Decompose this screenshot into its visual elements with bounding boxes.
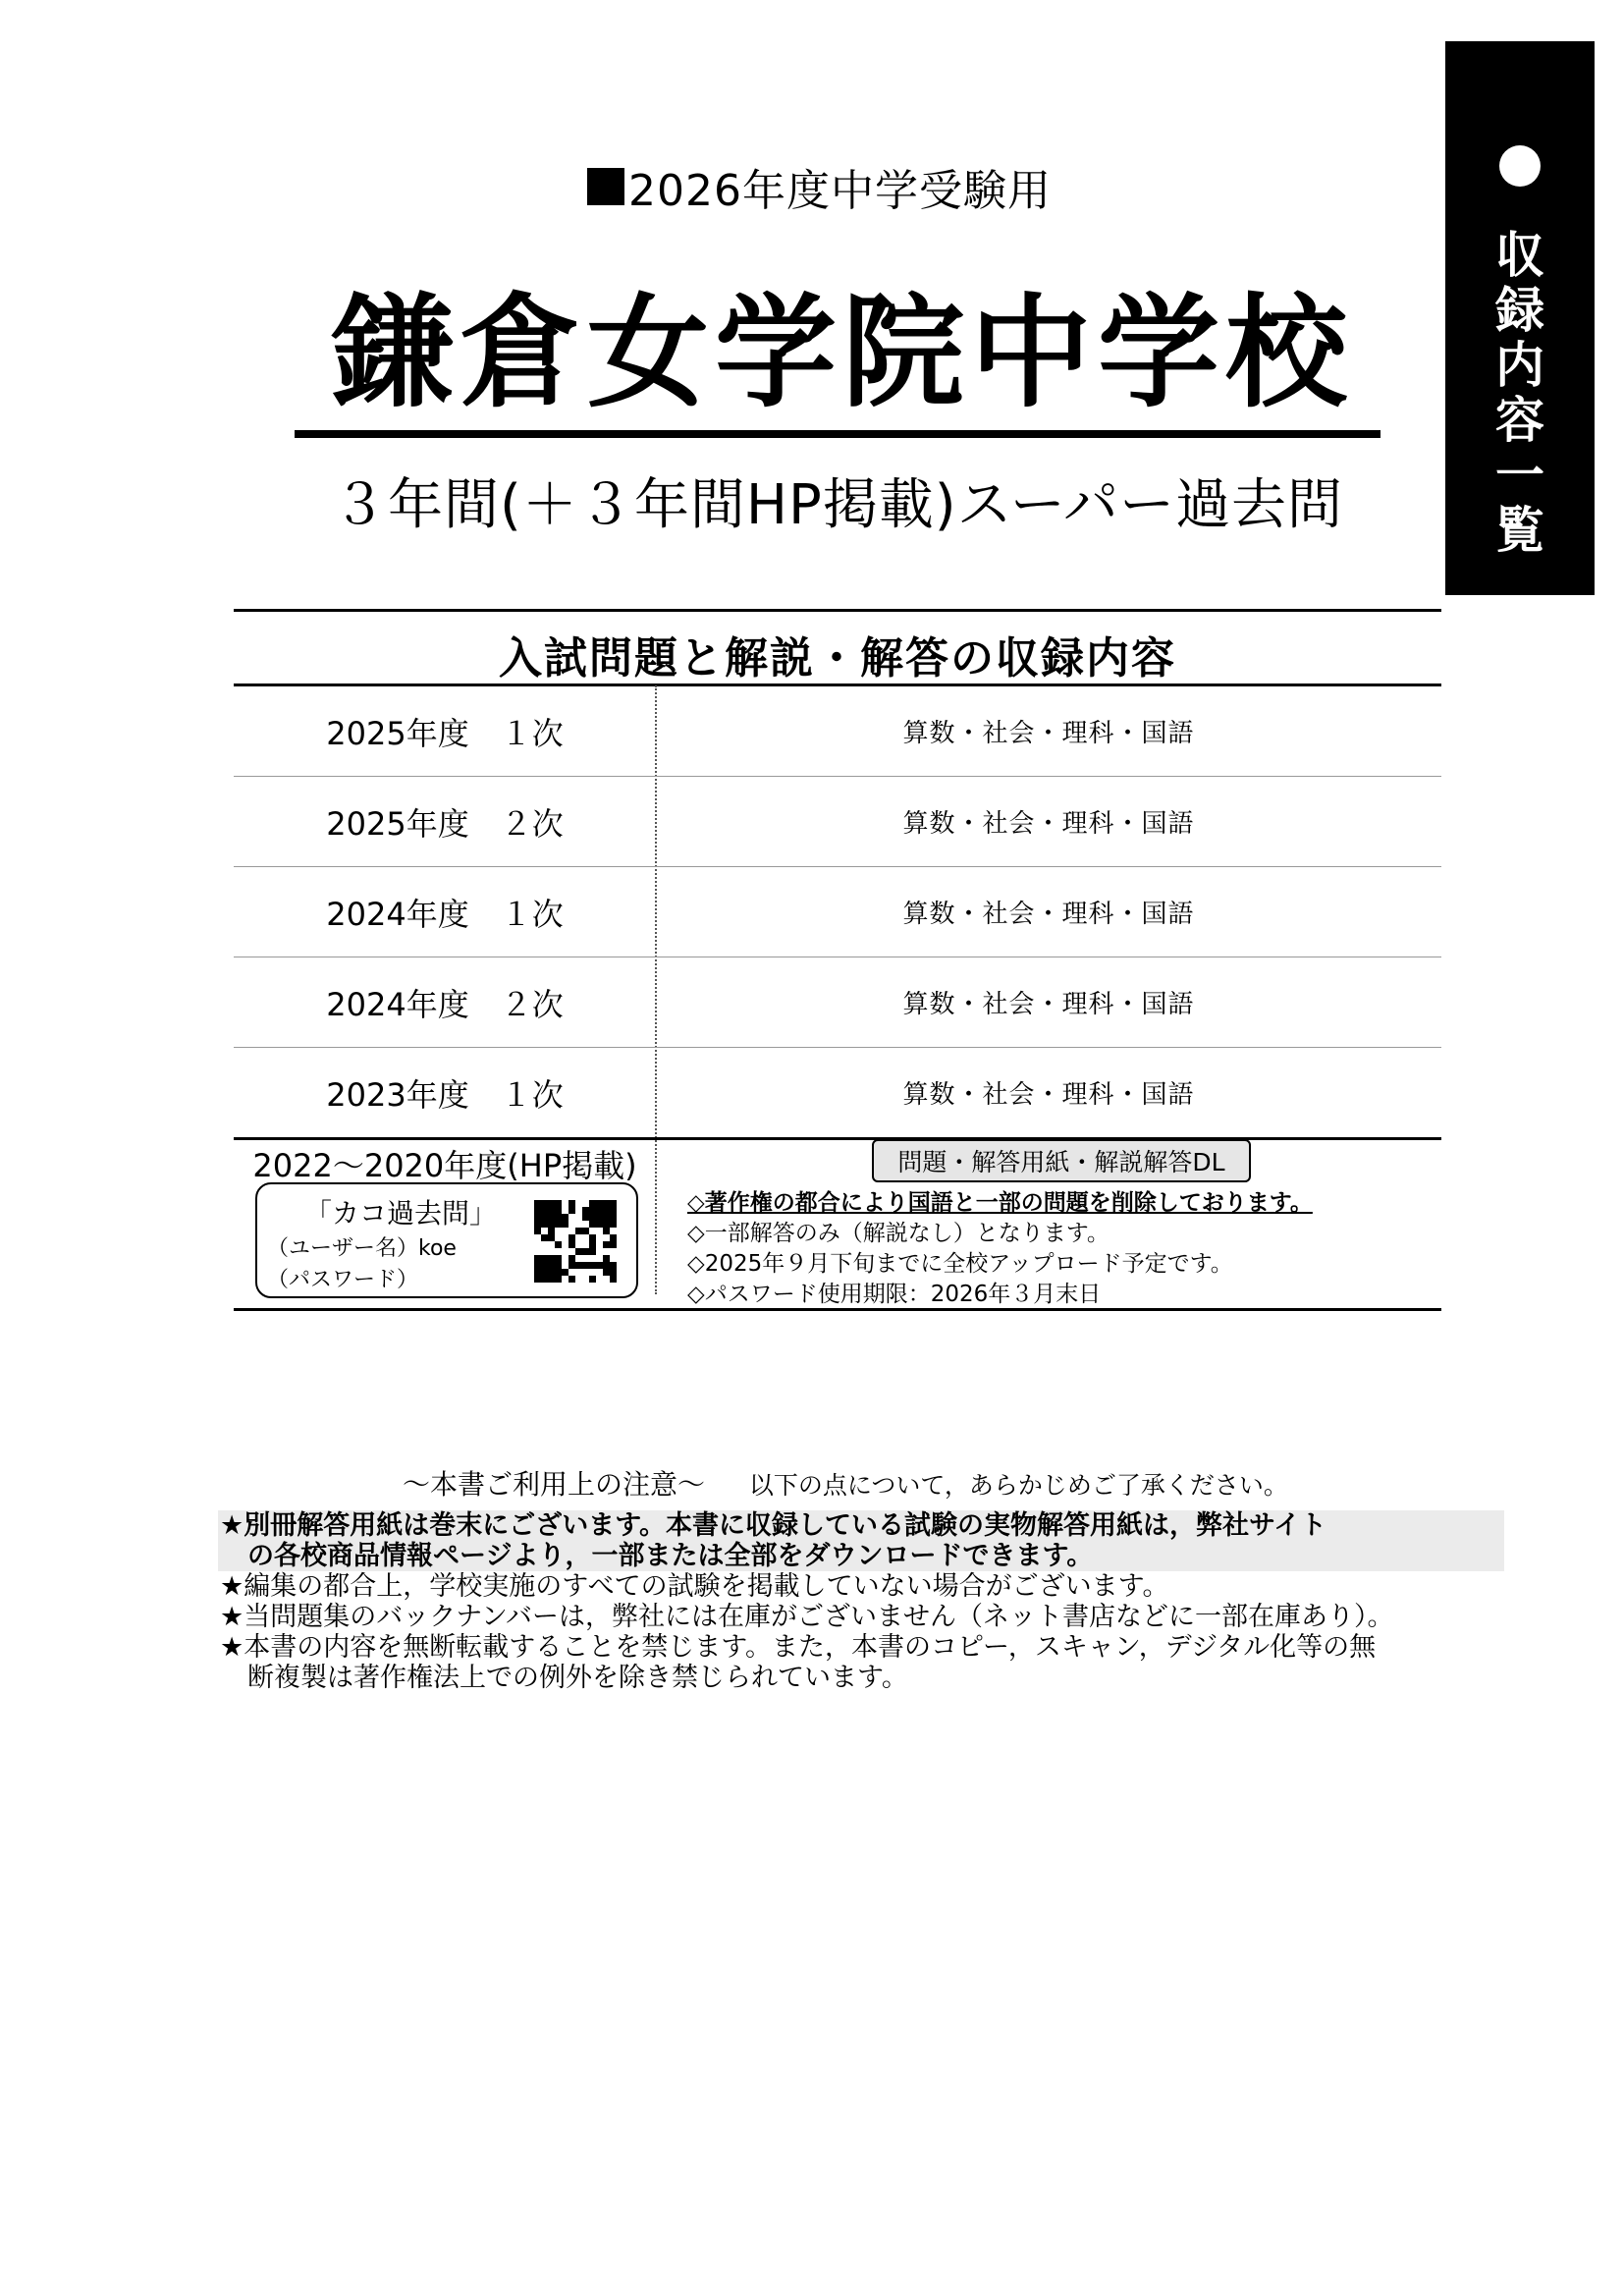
exam-year-cell: 2025年度 １次	[326, 714, 564, 752]
exam-year-label	[587, 155, 1052, 218]
usage-note: ★本書の内容を無断転載することを禁じます。また，本書のコピー，スキャン，デジタル化等の無	[220, 1632, 1377, 1663]
usage-notes-subtitle: 以下の点について，あらかじめご了承ください。	[748, 1471, 1288, 1500]
usage-note: ★当問題集のバックナンバーは，弊社には在庫がございません（ネット書店などに一部在庫あり）。	[220, 1602, 1394, 1632]
usage-note: の各校商品情報ページより，一部または全部をダウンロードできます。	[247, 1541, 1094, 1571]
subjects-cell: 算数・社会・理科・国語	[902, 1080, 1195, 1110]
hp-section-rule	[234, 1137, 1441, 1140]
table-row	[234, 686, 1441, 777]
series-title: ３年間(＋３年間HP掲載)スーパー過去問	[332, 473, 1343, 537]
side-tab-char: 収	[1495, 227, 1544, 284]
exam-year-cell: 2024年度 １次	[326, 895, 564, 933]
table-row	[234, 867, 1441, 957]
subjects-cell: 算数・社会・理科・国語	[902, 900, 1195, 929]
kako-username: （ユーザー名）koe	[267, 1236, 457, 1261]
kako-title: 「カコ過去問」	[304, 1197, 498, 1230]
bullet-icon	[1499, 145, 1541, 187]
side-tab-label	[1445, 228, 1595, 558]
hp-years-label: 2022～2020年度(HP掲載)	[252, 1147, 637, 1184]
subjects-cell: 算数・社会・理科・国語	[902, 990, 1195, 1019]
subjects-cell: 算数・社会・理科・国語	[902, 719, 1195, 748]
side-tab-char: 内	[1495, 337, 1544, 394]
qr-code-icon[interactable]	[534, 1200, 617, 1283]
hp-note: ◇一部解答のみ（解説なし）となります。	[687, 1221, 1110, 1246]
usage-notes-title: ～本書ご利用上の注意～	[403, 1468, 706, 1501]
kako-login-box	[255, 1182, 638, 1298]
subjects-cell: 算数・社会・理科・国語	[902, 809, 1195, 839]
hp-notes	[687, 1188, 1434, 1310]
side-tab-char: 容	[1495, 392, 1544, 449]
school-name: 鎌倉女学院中学校	[331, 283, 1353, 424]
square-bullet-icon	[587, 168, 624, 205]
hp-note: ◇著作権の都合により国語と一部の問題を削除しております。	[687, 1190, 1313, 1216]
exam-year-cell: 2023年度 １次	[326, 1075, 564, 1114]
usage-notes-list	[220, 1510, 1447, 1693]
side-tab-char: 一	[1495, 447, 1544, 504]
side-tab-char: 覧	[1495, 502, 1544, 559]
table-row	[234, 957, 1441, 1048]
hp-note: ◇パスワード使用期限：2026年３月末日	[687, 1282, 1102, 1307]
kako-password: （パスワード）	[267, 1268, 419, 1292]
usage-note: ★別冊解答用紙は巻末にございます。本書に収録している試験の実物解答用紙は，弊社サイト	[220, 1510, 1327, 1541]
table-heading: 入試問題と解説・解答の収録内容	[499, 633, 1176, 683]
exam-year-cell: 2024年度 ２次	[326, 985, 564, 1023]
exam-year-text: 2026年度中学受験用	[628, 166, 1052, 216]
download-badge: 問題・解答用紙・解説解答DL	[872, 1139, 1251, 1182]
side-tab-char: 録	[1495, 282, 1544, 339]
table-row	[234, 1048, 1441, 1137]
usage-note: ★編集の都合上，学校実施のすべての試験を掲載していない場合がございます。	[220, 1571, 1169, 1602]
table-row	[234, 777, 1441, 867]
table-top-rule	[234, 609, 1441, 612]
usage-notes-heading	[403, 1463, 1288, 1503]
title-underline	[295, 430, 1380, 438]
table-bottom-rule	[234, 1308, 1441, 1311]
hp-note: ◇2025年９月下旬までに全校アップロード予定です。	[687, 1251, 1233, 1277]
side-tab	[1445, 41, 1595, 595]
exam-year-cell: 2025年度 ２次	[326, 804, 564, 843]
usage-note: 断複製は著作権法上での例外を除き禁じられています。	[247, 1663, 908, 1693]
